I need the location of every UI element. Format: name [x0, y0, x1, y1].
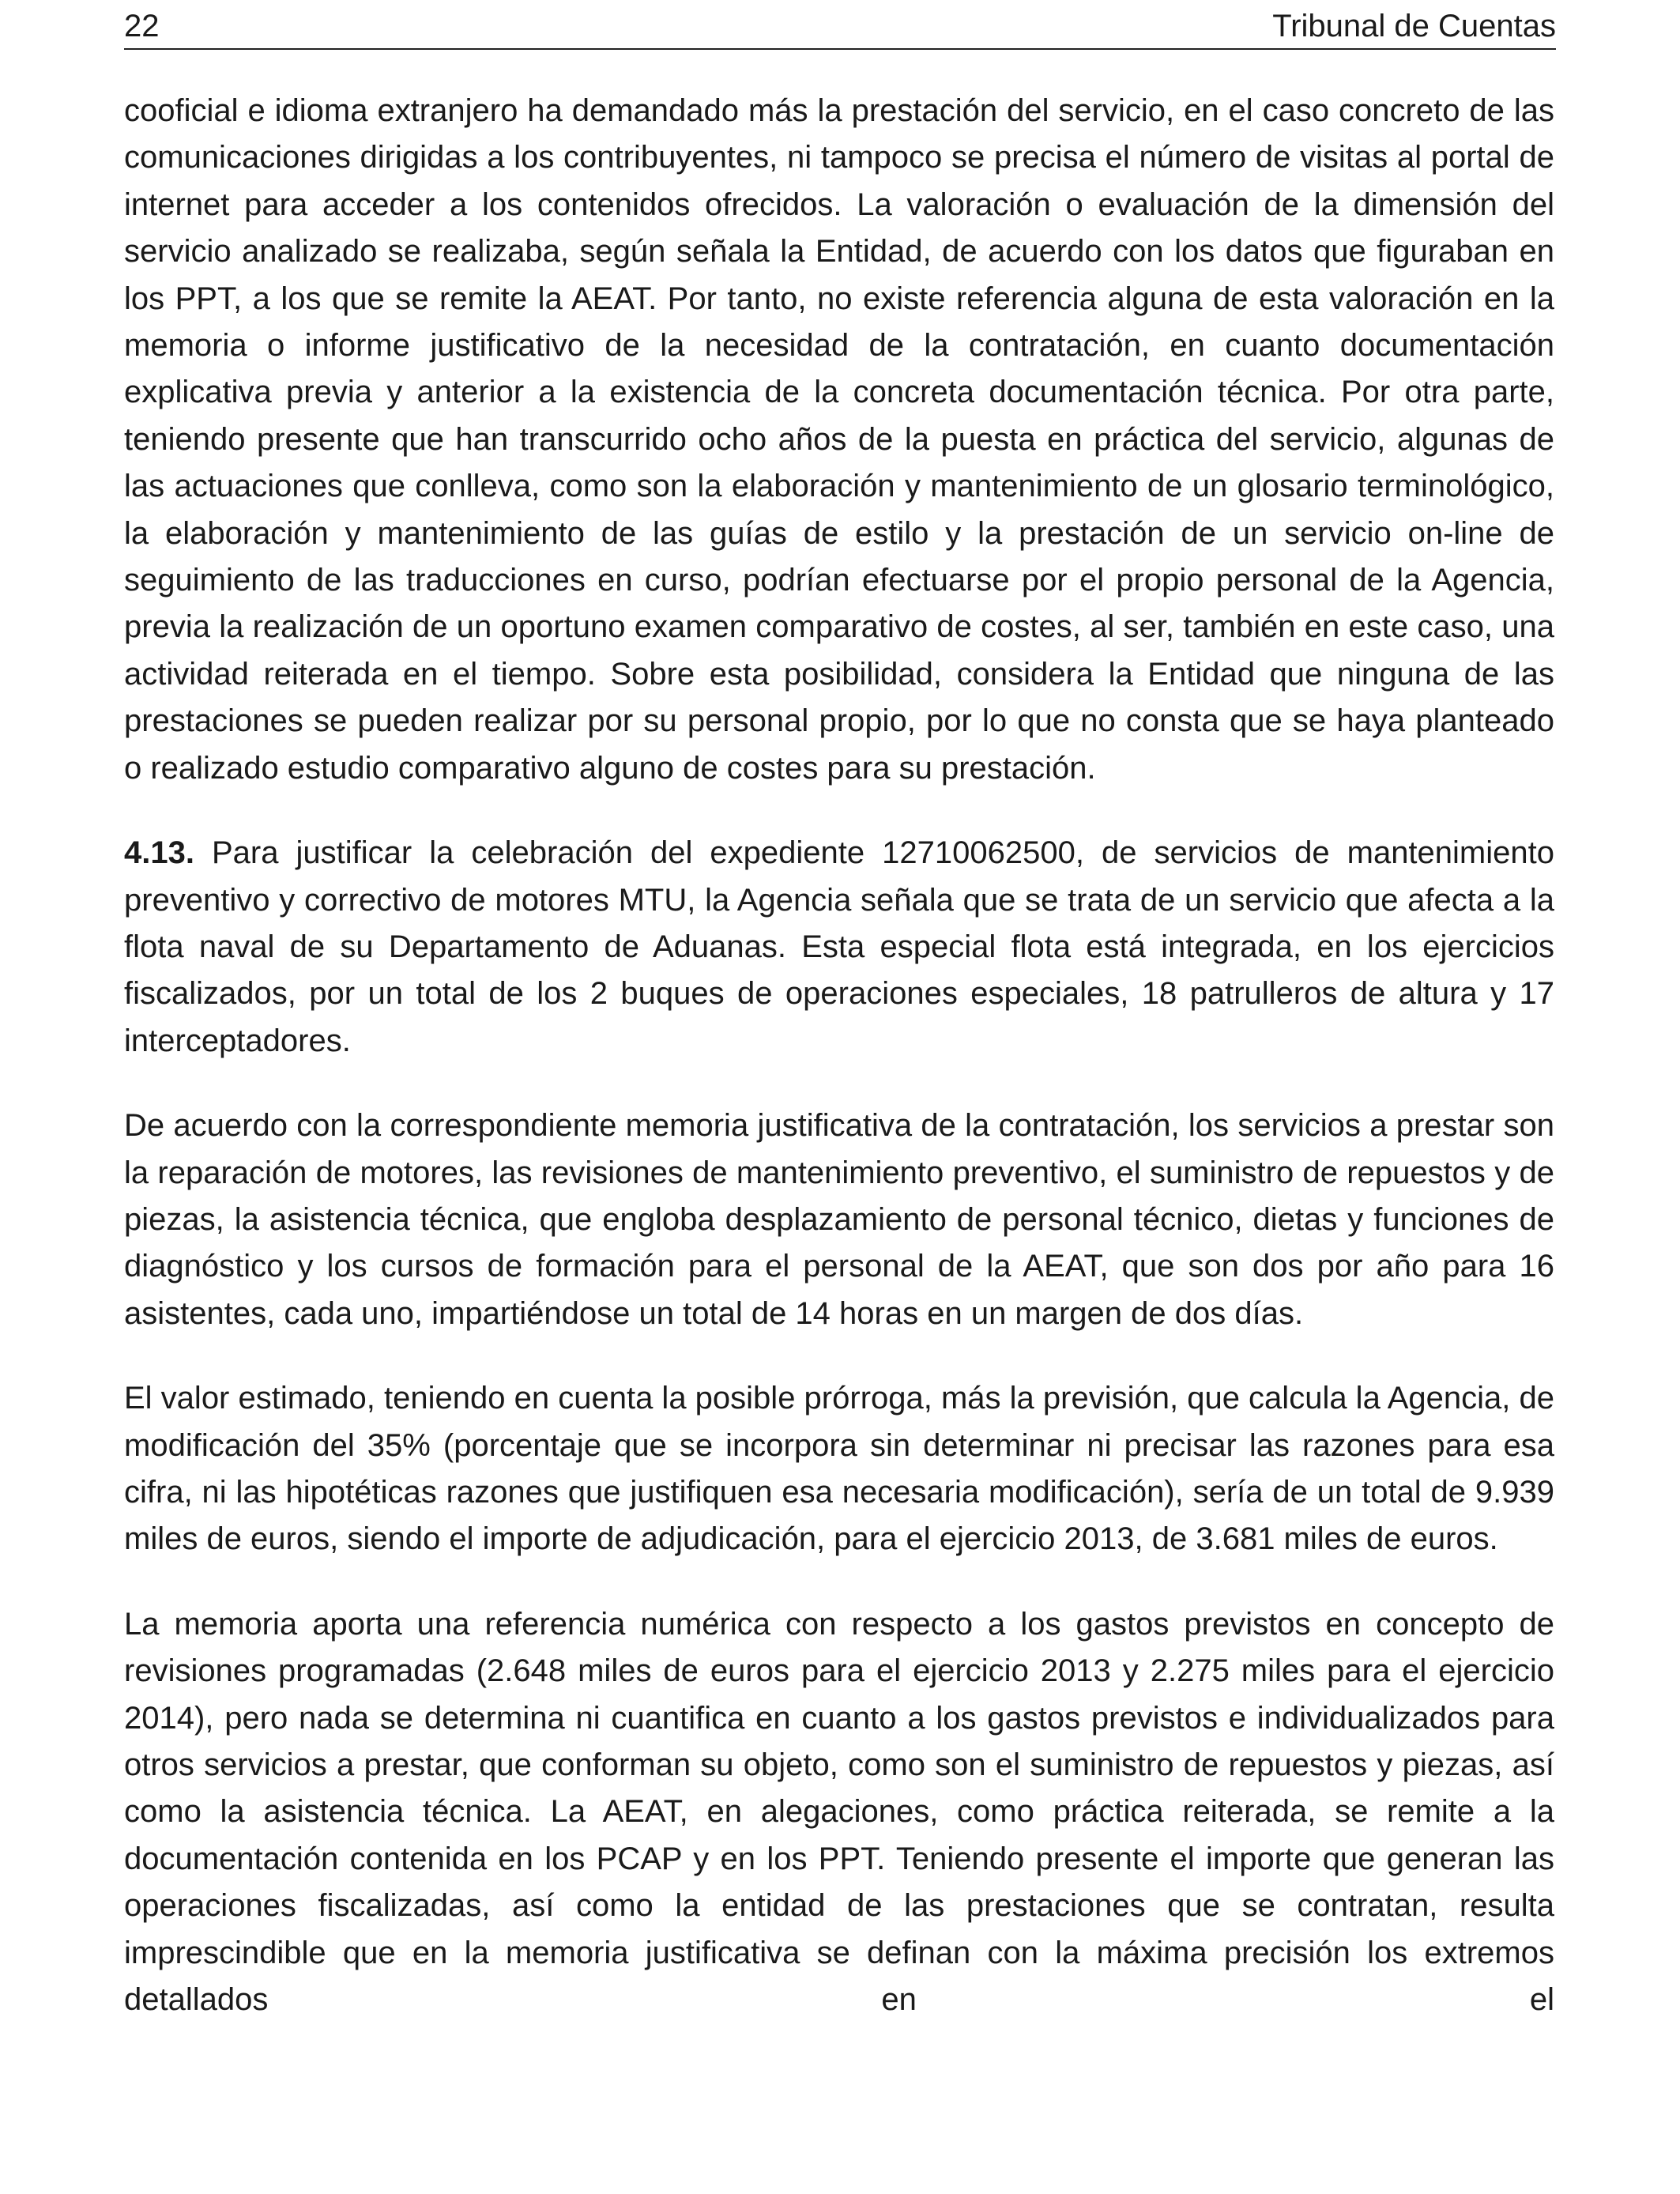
paragraph-continued	[124, 1601, 1554, 2024]
header-institution: Tribunal de Cuentas	[1272, 9, 1556, 43]
paragraph-text: De acuerdo con la correspondiente memoria justificativa de la contratación, los servicios a prestar son la reparación de motores, las revisiones de mantenimiento preventivo, el suministro de repuestos y de piezas, la asistencia técnica, que engloba desplazamiento de personal técnico, dietas y funciones de diagnóstico y los cursos de formación para el personal de la AEAT, que son dos por año para 16 asistentes, cada uno, impartiéndose un total de 14 horas en un margen de dos días.	[124, 1108, 1554, 1331]
section-number: 4.13.	[124, 835, 194, 871]
paragraph	[124, 1375, 1554, 1563]
body-text	[124, 88, 1554, 2023]
paragraph-text: cooficial e idioma extranjero ha demandado más la prestación del servicio, en el caso concreto de las comunicaciones dirigidas a los contribuyentes, ni tampoco se precisa el número de visitas al portal de internet para acceder a los contenidos ofrecidos. La valoración o evaluación de la dimensión del servicio analizado se realizaba, según señala la Entidad, de acuerdo con los datos que figuraban en los PPT, a los que se remite la AEAT. Por tanto, no existe referencia alguna de esta valoración en la memoria o informe justificativo de la necesidad de la contratación, en cuanto documentación explicativa previa y anterior a la existencia de la concreta documentación técnica. Por otra parte, teniendo presente que han transcurrido ocho años de la puesta en práctica del servicio, algunas de las actuaciones que conlleva, como son la elaboración y mantenimiento de un glosario terminológico, la elaboración y mantenimiento de las guías de estilo y la prestación de un servicio on-line de seguimiento de las traducciones en curso, podrían efectuarse por el propio personal de la Agencia, previa la realización de un oportuno examen comparativo de costes, al ser, también en este caso, una actividad reiterada en el tiempo. Sobre esta posibilidad, considera la Entidad que ninguna de las prestaciones se pueden realizar por su personal propio, por lo que no consta que se haya planteado o realizado estudio comparativo alguno de costes para su prestación.	[124, 93, 1554, 786]
paragraph-text: Para justificar la celebración del expediente 12710062500, de servicios de mantenimiento preventivo y correctivo de motores MTU, la Agencia señala que se trata de un servicio que afecta a la flota naval de su Departamento de Aduanas. Esta especial flota está integrada, en los ejercicios fiscalizados, por un total de los 2 buques de operaciones especiales, 18 patrulleros de altura y 17 interceptadores.	[124, 835, 1554, 1058]
paragraph-text: La memoria aporta una referencia numérica con respecto a los gastos previstos en concepto de revisiones programadas (2.648 miles de euros para el ejercicio 2013 y 2.275 miles para el ejercicio 2014), pero nada se determina ni cuantifica en cuanto a los gastos previstos e individualizados para otros servicios a prestar, que conforman su objeto, como son el suministro de repuestos y piezas, así como la asistencia técnica. La AEAT, en alegaciones, como práctica reiterada, se remite a la documentación contenida en los PCAP y en los PPT. Teniendo presente el importe que generan las operaciones fiscalizadas, así como la entidad de las prestaciones que se contratan, resulta imprescindible que en la memoria justificativa se definan con la máxima precisión los extremos detallados en el	[124, 1606, 1554, 2018]
paragraph-text: El valor estimado, teniendo en cuenta la posible prórroga, más la previsión, que calcula la Agencia, de modificación del 35% (porcentaje que se incorpora sin determinar ni precisar las razones para esa cifra, ni las hipotéticas razones que justifiquen esa necesaria modificación), sería de un total de 9.939 miles de euros, siendo el importe de adjudicación, para el ejercicio 2013, de 3.681 miles de euros.	[124, 1381, 1554, 1557]
paragraph	[124, 1103, 1554, 1337]
page-number: 22	[124, 9, 160, 43]
running-header	[124, 0, 1556, 50]
paragraph-4-13	[124, 830, 1554, 1065]
paragraph	[124, 88, 1554, 792]
